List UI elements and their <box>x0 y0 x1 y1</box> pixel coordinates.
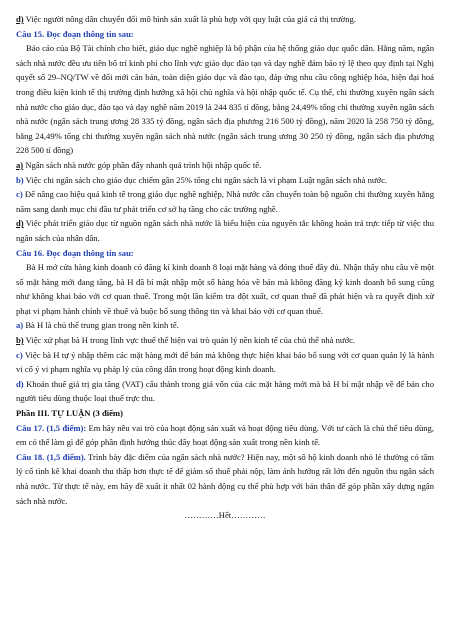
option-label: d) <box>16 14 24 24</box>
q15-option-a <box>16 158 434 173</box>
q15-option-b <box>16 173 434 188</box>
q16-option-c <box>16 348 434 377</box>
question-15-options <box>16 158 434 246</box>
question-18-label: Câu 18. (1,5 điểm). <box>16 451 86 462</box>
option-label: c) <box>16 349 23 360</box>
option-label: d) <box>16 218 24 229</box>
question-17-label: Câu 17. (1,5 điểm): <box>16 422 87 433</box>
question-17 <box>16 421 434 450</box>
option-text: Để nâng cao hiệu quả kinh tế trong giáo dục nghề nghiệp, Nhà nước cần chuyển toàn bộ nguồn chi thường xuyên hằng năm sang danh mục chi đầu tư phát triển cơ sở hạ tầng cho các trường nghề. <box>16 189 434 214</box>
part-3-title: Phần III. TỰ LUẬN (3 điểm) <box>16 408 123 419</box>
option-text: Khoản thuế giá trị gia tăng (VAT) cấu thành trong giá vốn của các mặt hàng mới mà bà H bí mật nhập về để bán cho người tiêu dùng thuộc loại thuế trực thu. <box>16 378 434 404</box>
option-text: Bà H là chủ thể trung gian trong nền kinh tế. <box>23 320 179 331</box>
option-text: Việc bà H tự ý nhập thêm các mặt hàng mới để bán mà không thực hiện khai báo bổ sung với cơ quan quản lý là hành vi cố ý vi phạm nghĩa vụ pháp lý của công dân trong hoạt động kinh doanh. <box>16 349 434 375</box>
option-label: b) <box>16 335 24 346</box>
option-label: d) <box>16 378 24 389</box>
q16-option-b <box>16 333 434 348</box>
option-label: c) <box>16 189 23 200</box>
q15-option-c <box>16 187 434 216</box>
question-16-passage: Bà H mở cửa hàng kinh doanh có đăng kí kinh doanh 8 loại mặt hàng và đóng thuế đầy đủ. Nhận thấy nhu cầu về một số mặt hàng mới đang tăng, bà H đã bí mật nhập một số hàng hóa về bán mà không đăng ký kinh doanh bổ sung cũng như không khai báo với cơ quan thuế. Trong một lần kiểm tra đột xuất, cơ quan thuế đã phát hiện và ra quyết định xử phạt vi phạm hành chính về thuế và buộc bổ sung thông tin và khai báo với cơ quan thuế. <box>16 262 434 316</box>
option-label: b) <box>16 174 24 185</box>
end-marker: …………Hết………… <box>184 510 266 521</box>
option-text: Việc xử phạt bà H trong lĩnh vực thuế thể hiện vai trò quản lý nền kinh tế của chủ thể nhà nước. <box>23 335 356 346</box>
question-16-options <box>16 318 434 406</box>
option-text: Việc người nông dân chuyển đổi mô hình sản xuất là phù hợp với quy luật của giá cả thị trường. <box>23 14 356 24</box>
question-15-passage: Báo cáo của Bộ Tài chính cho biết, giáo dục nghề nghiệp là bộ phận của hệ thống giáo dục quốc dân. Hằng năm, ngân sách nhà nước đều ưu tiên bố trí kinh phí cho lĩnh vực giáo dục đào tạo và dạy nghề đảm bảo tỷ lệ theo quy định tại Nghị quyết số 29–NQ/TW về đổi mới căn bản, toàn diện giáo dục và đào tạo, đáp ứng nhu cầu công nghiệp hóa, hiện đại hoá trong điều kiện kinh tế thị trường định hướng xã hội chủ nghĩa và hội nhập quốc tế. Cụ thể, chi thường xuyên ngân sách nhà nước cho giáo dục, đào tạo và dạy nghề năm 2019 là 244 835 tỉ đồng, bằng 24,49% tổng chi thường xuyên ngân sách nhà nước (ngân sách trung ương 28 335 tỷ đồng, ngân sách địa phương 216 500 tỷ đồng), năm 2020 là 258 750 tỷ đồng, bằng 24,49% tổng chi thường xuyên ngân sách nhà nước (ngân sách trung ương 30 250 tỷ đồng, ngân sách địa phương 228 500 tỉ đồng) <box>16 43 434 156</box>
question-15-title: Câu 15. Đọc đoạn thông tin sau: <box>16 28 134 39</box>
option-text: Việc chi ngân sách cho giáo dục chiếm gần 25% tổng chi ngân sách là vi phạm Luật ngân sách nhà nước. <box>23 174 388 185</box>
question-18-text: Trình bày đặc điểm của ngân sách nhà nước? Hiện nay, một số hộ kinh doanh nhỏ lẻ thường có tâm lý cố tình kê khai doanh thu thấp hơn thực tế để giảm số thuế phải nộp, làm ảnh hưởng rất lớn đến nguồn thu ngân sách nhà nước. Từ thực tế này, em hãy đề xuất ít nhất 02 hành động cụ thể phù hợp với bản thân để góp phần xây dựng ngân sách nhà nước. <box>16 451 434 506</box>
option-text: Ngân sách nhà nước góp phần đẩy nhanh quá trình hội nhập quốc tế. <box>23 159 262 170</box>
option-label: a) <box>16 320 24 331</box>
question-17-text: Em hãy nêu vai trò của hoạt động sản xuất và hoạt động tiêu dùng. Với tư cách là chủ thể tiêu dùng, em có thể làm gì để góp phần định hướng thúc đẩy hoạt động sản xuất trong nền kinh tế. <box>16 422 434 448</box>
question-18 <box>16 450 434 508</box>
question-16-title: Câu 16. Đọc đoạn thông tin sau: <box>16 247 134 258</box>
q16-option-d <box>16 377 434 406</box>
option-text: Việc phát triển giáo dục từ nguồn ngân sách nhà nước là biểu hiện của nguyên tắc không hoàn trả trực tiếp từ việc thu ngân sách của nhân dân. <box>16 218 434 243</box>
q16-option-a <box>16 318 434 333</box>
option-label: a) <box>16 159 24 170</box>
q15-option-d <box>16 216 434 245</box>
intro-option-d <box>16 12 434 27</box>
